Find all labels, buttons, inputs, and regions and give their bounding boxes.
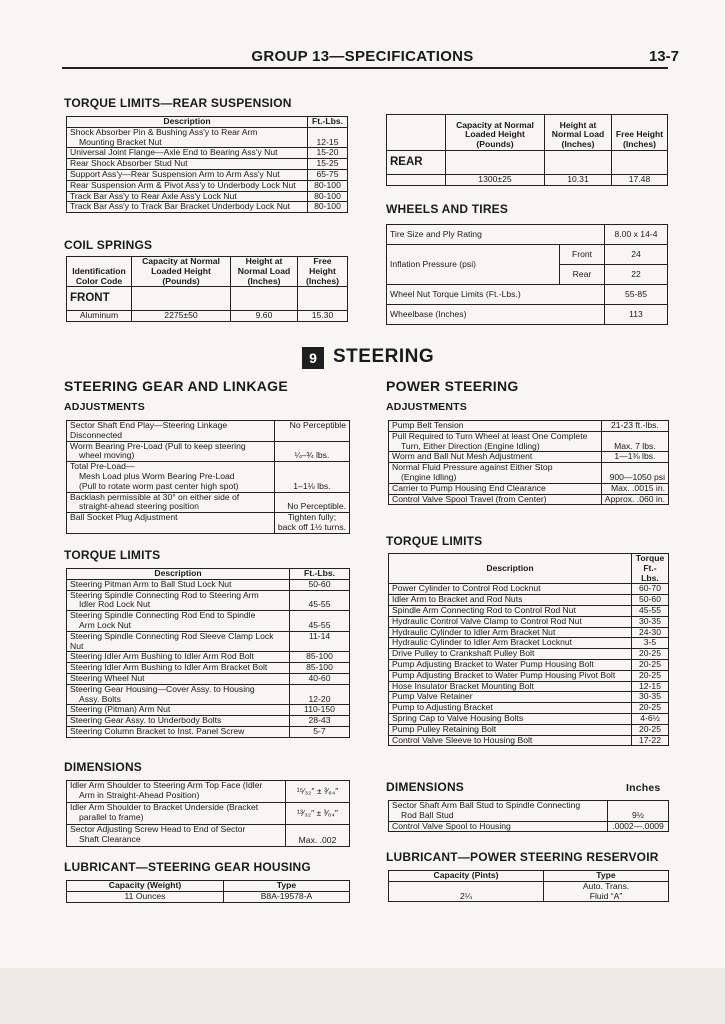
table-cell: 15-25 (308, 159, 348, 170)
table-row (389, 494, 669, 505)
table-cell: Hydraulic Cylinder to Idler Arm Bracket Locknut (389, 638, 632, 649)
table-cell: Worm and Ball Nut Mesh Adjustment (389, 452, 602, 463)
table-cell: Pump Pulley Retaining Bolt (389, 724, 632, 735)
cell-text-line: Assy. Bolts (79, 693, 121, 704)
table-cell: 1—1⅜ lbs. (601, 452, 668, 463)
cell-text-line: Total Pre-Load— (70, 461, 135, 472)
table-cell: 65-75 (308, 169, 348, 180)
table-cell: ¼–¾ lbs. (274, 441, 349, 462)
table-cell: Steering Pitman Arm to Ball Stud Lock Nut (67, 579, 290, 590)
table-row (67, 191, 348, 202)
table-cell: Tire Size and Ply Rating (387, 225, 605, 245)
table-row (389, 681, 669, 692)
cell-text-line: Pull Required to Turn Wheel at least One Complete (392, 430, 588, 441)
table-row (387, 175, 668, 186)
table-row (67, 492, 350, 513)
table-cell: Spring Cap to Valve Housing Bolts (389, 713, 632, 724)
cell-text-line: Worm Bearing Pre-Load (Pull to keep steering (70, 440, 246, 451)
table-row (389, 801, 669, 822)
table-cell: 80-100 (308, 202, 348, 213)
table-row (67, 803, 350, 825)
table-row (387, 151, 668, 175)
table-cell (446, 151, 545, 175)
table-cell: Pump Adjusting Bracket to Water Pump Housing Bolt (389, 659, 632, 670)
wheels-table (386, 224, 668, 325)
table-cell: Max. .002 (286, 825, 350, 847)
table-cell: Rear Suspension Arm & Pivot Ass'y to Underbody Lock Nut (67, 180, 308, 191)
table-cell (67, 441, 275, 462)
table-row (389, 692, 669, 703)
dimensions-unit-label: Inches (626, 782, 661, 794)
table-cell: ¹³⁄₃₂″ ± ³⁄₆₄″ (286, 803, 350, 825)
table-cell (298, 287, 348, 311)
table-cell: 2¼ (389, 881, 544, 902)
table-cell: 24 (605, 245, 668, 265)
table-row (389, 670, 669, 681)
table-cell: 21-23 ft.-lbs. (601, 421, 668, 432)
torque-rear-table (66, 116, 348, 213)
table-row (67, 716, 350, 727)
cell-text-line: Turn, Either Direction (Engine Idling) (401, 440, 540, 451)
table-row (67, 180, 348, 191)
cell-text-line: Shock Absorber Pin & Bushing Ass'y to Rear Arm (70, 126, 258, 137)
cell-text-line: Steering Gear Housing—Cover Assy. to Housing (70, 683, 255, 694)
dimensions-left-table (66, 780, 350, 847)
table-row (389, 483, 669, 494)
table-row (67, 705, 350, 716)
table-row (389, 724, 669, 735)
table-cell: 1300±25 (446, 175, 545, 186)
table-cell: 11 Ounces (67, 891, 224, 902)
table-cell: Hydraulic Cylinder to Idler Arm Bracket Nut (389, 627, 632, 638)
table-row (387, 285, 668, 305)
table-cell: 50-60 (290, 579, 350, 590)
table-cell: 45-55 (290, 611, 350, 632)
table-cell: 30-35 (632, 692, 669, 703)
table-row (67, 631, 350, 652)
table-cell: 900—1050 psi (601, 463, 668, 484)
gear-adjustments-table (66, 420, 350, 534)
table-row (67, 825, 350, 847)
table-row (67, 127, 348, 148)
coil-springs-heading: COIL SPRINGS (64, 238, 153, 252)
table-cell: B8A-19578-A (224, 891, 350, 902)
table-cell: 15.30 (298, 311, 348, 322)
table-cell: Pump Belt Tension (389, 421, 602, 432)
table-header-row: Description Torque Ft.-Lbs. (389, 554, 669, 584)
table-cell: 11-14 (290, 631, 350, 652)
gear-torque-table (66, 568, 350, 738)
table-row (67, 202, 348, 213)
table-row (67, 891, 350, 902)
table-cell: .0002—.0009 (608, 821, 669, 832)
table-row (67, 311, 348, 322)
table-cell: Universal Joint Flange—Axle End to Bearing Ass'y Nut (67, 148, 308, 159)
cell-text-line: Fluid “A” (589, 890, 623, 901)
page-number: 13-7 (648, 48, 679, 65)
table-row (389, 616, 669, 627)
lube-gear-table (66, 880, 350, 903)
table-cell (389, 431, 602, 452)
col-description: Description (67, 117, 308, 128)
table-cell: 17-22 (632, 735, 669, 746)
cell-text-line: Arm in Straight-Ahead Position) (79, 789, 200, 800)
cell-text-line: (Engine Idling) (401, 471, 457, 482)
table-cell: No Perceptible. (274, 492, 349, 513)
lube-gear-heading: LUBRICANT—STEERING GEAR HOUSING (64, 860, 311, 874)
table-cell: Steering (Pitman) Arm Nut (67, 705, 290, 716)
table-row (67, 611, 350, 632)
table-row (67, 159, 348, 170)
table-row (389, 627, 669, 638)
cell-text-line: Idler Arm Shoulder to Bracket Underside (Bracket (70, 802, 259, 812)
gear-torque-heading: TORQUE LIMITS (64, 548, 161, 562)
table-cell: Pump Adjusting Bracket to Water Pump Housing Pivot Bolt (389, 670, 632, 681)
table-row (67, 726, 350, 737)
table-cell: Steering Wheel Nut (67, 673, 290, 684)
table-row (67, 462, 350, 492)
table-cell (387, 175, 446, 186)
table-cell: Control Valve Spool to Housing (389, 821, 608, 832)
cell-text-line: Auto. Trans. (582, 880, 630, 891)
wheels-heading: WHEELS AND TIRES (386, 202, 509, 216)
table-cell: 2275±50 (132, 311, 231, 322)
table-cell: 9.60 (231, 311, 298, 322)
table-cell: Rear Shock Absorber Stud Nut (67, 159, 308, 170)
table-row (67, 148, 348, 159)
table-cell: 15-20 (308, 148, 348, 159)
table-cell: 80-100 (308, 180, 348, 191)
table-row (389, 421, 669, 432)
table-cell (612, 151, 668, 175)
table-cell: 4-6½ (632, 713, 669, 724)
table-row (389, 713, 669, 724)
table-cell: 1–1⅛ lbs. (274, 462, 349, 492)
cell-text-line: straight-ahead steering position (79, 501, 199, 512)
lube-ps-table (388, 870, 669, 902)
table-cell: 12-15 (632, 681, 669, 692)
table-row (389, 881, 669, 902)
table-cell: Hydraulic Control Valve Clamp to Control Rod Nut (389, 616, 632, 627)
table-cell: Carrier to Pump Housing End Clearance (389, 483, 602, 494)
table-row (67, 287, 348, 311)
table-cell: Control Valve Sleeve to Housing Bolt (389, 735, 632, 746)
cell-text-line: Rod Ball Stud (401, 809, 454, 820)
table-cell (544, 881, 669, 902)
page-header-title: GROUP 13—SPECIFICATIONS (251, 48, 474, 65)
dimensions-right-heading: DIMENSIONS (386, 780, 465, 794)
gear-linkage-heading: STEERING GEAR AND LINKAGE (64, 378, 288, 394)
table-cell: Pump Valve Retainer (389, 692, 632, 703)
table-cell: Inflation Pressure (psi) (387, 245, 560, 285)
table-row (389, 638, 669, 649)
table-row (387, 245, 668, 265)
table-cell: Spindle Arm Connecting Rod to Control Rod Nut (389, 605, 632, 616)
table-cell: Steering Column Bracket to Inst. Panel Screw (67, 726, 290, 737)
table-cell: 10.31 (545, 175, 612, 186)
table-cell: Drive Pulley to Crankshaft Pulley Bolt (389, 649, 632, 660)
table-cell: 45-55 (632, 605, 669, 616)
table-cell: ¹⁵⁄₃₂″ ± ³⁄₆₄″ (286, 781, 350, 803)
ps-adjustments-table (388, 420, 669, 505)
table-cell: Sector Shaft End Play—Steering Linkage Disconnected (67, 421, 275, 442)
rear-springs-table (386, 114, 668, 186)
table-header-row: Capacity (Pints) Type (389, 871, 669, 882)
table-cell (132, 287, 231, 311)
table-cell: Aluminum (67, 311, 132, 322)
table-cell: 45-55 (290, 590, 350, 611)
table-cell: 8.00 x 14-4 (605, 225, 668, 245)
table-cell: 17.48 (612, 175, 668, 186)
table-row (67, 590, 350, 611)
table-row (389, 463, 669, 484)
table-cell (231, 287, 298, 311)
table-cell: 85-100 (290, 663, 350, 674)
dimensions-left-heading: DIMENSIONS (64, 760, 143, 774)
ps-torque-heading: TORQUE LIMITS (386, 534, 483, 548)
table-row (389, 821, 669, 832)
power-steering-heading: POWER STEERING (386, 378, 519, 394)
cell-text-line: (Pull to rotate worm past center high spot) (79, 480, 239, 491)
cell-text-line: Steering Spindle Connecting Rod to Steering Arm (70, 589, 259, 600)
cell-text-line: Arm Lock Nut (79, 619, 132, 630)
table-row (389, 452, 669, 463)
table-cell: Ball Socket Plug Adjustment (67, 513, 275, 534)
table-cell (67, 590, 290, 611)
table-cell: Power Cylinder to Control Rod Locknut (389, 584, 632, 595)
table-cell: 20-25 (632, 659, 669, 670)
table-row (67, 513, 350, 534)
steering-section-title: STEERING (333, 346, 435, 367)
table-cell: Rear (560, 265, 605, 285)
table-cell: 85-100 (290, 652, 350, 663)
table-row (389, 431, 669, 452)
cell-text-line: Idler Rod Lock Nut (79, 599, 151, 610)
table-row (67, 441, 350, 462)
gear-adjustments-subheading: ADJUSTMENTS (64, 401, 145, 413)
table-row (389, 595, 669, 606)
table-cell: 22 (605, 265, 668, 285)
table-row (389, 605, 669, 616)
table-header-row: Capacity (Weight) Type (67, 881, 350, 892)
coil-springs-table (66, 256, 348, 322)
table-cell: Steering Gear Assy. to Underbody Bolts (67, 716, 290, 727)
page-bottom-margin (0, 968, 725, 1024)
cell-text-line: Mounting Bracket Nut (79, 136, 162, 147)
cell-text-line: wheel moving) (79, 450, 135, 461)
table-row (67, 421, 350, 442)
table-cell: Steering Idler Arm Bushing to Idler Arm Rod Bolt (67, 652, 290, 663)
table-cell: 30-35 (632, 616, 669, 627)
table-cell: 24-30 (632, 627, 669, 638)
group-number-badge: 9 (302, 347, 324, 369)
col-ft-lbs: Ft.-Lbs. (308, 117, 348, 128)
table-cell: 80-100 (308, 191, 348, 202)
table-cell: Approx. .060 in. (601, 494, 668, 505)
ps-torque-table (388, 553, 669, 746)
table-cell: Front (560, 245, 605, 265)
table-row (389, 649, 669, 660)
table-cell: Track Bar Ass'y to Track Bar Bracket Underbody Lock Nut (67, 202, 308, 213)
cell-text-line: Sector Shaft Arm Ball Stud to Spindle Connecting (392, 800, 581, 810)
table-row (67, 652, 350, 663)
table-cell (389, 463, 602, 484)
table-cell: Steering Idler Arm Bushing to Idler Arm Bracket Bolt (67, 663, 290, 674)
lube-ps-heading: LUBRICANT—POWER STEERING RESERVOIR (386, 850, 659, 864)
table-cell (67, 781, 286, 803)
table-row (67, 781, 350, 803)
table-cell: FRONT (67, 287, 132, 311)
table-cell: Control Valve Spool Travel (from Center) (389, 494, 602, 505)
table-cell (389, 801, 608, 822)
table-cell: Hose Insulator Bracket Mounting Bolt (389, 681, 632, 692)
table-cell: 110-150 (290, 705, 350, 716)
table-cell: 5-7 (290, 726, 350, 737)
table-cell: 12-20 (290, 684, 350, 705)
table-cell: Idler Arm to Bracket and Rod Nuts (389, 595, 632, 606)
table-cell: Max. .0015 in. (601, 483, 668, 494)
table-cell: 20-25 (632, 703, 669, 714)
table-cell: No Perceptible (274, 421, 349, 442)
cell-text-line: Normal Fluid Pressure against Either Stop (392, 462, 553, 473)
table-row (389, 703, 669, 714)
table-cell: Wheelbase (Inches) (387, 305, 605, 325)
table-cell: 20-25 (632, 670, 669, 681)
table-cell: 50-60 (632, 595, 669, 606)
table-cell: 113 (605, 305, 668, 325)
table-row (67, 684, 350, 705)
table-row (387, 305, 668, 325)
cell-text-line: Steering Spindle Connecting Rod End to Spindle (70, 610, 256, 621)
table-header-row (67, 117, 348, 128)
table-cell (67, 462, 275, 492)
table-header-row: Capacity at Normal Loaded Height (Pounds) Height at Normal Load (Inches) Free Height (Inches) (387, 115, 668, 151)
ps-adjustments-subheading: ADJUSTMENTS (386, 401, 467, 413)
cell-text-line: Idler Arm Shoulder to Steering Arm Top Face (Idler (70, 780, 263, 790)
cell-text-line: Mesh Load plus Worm Bearing Pre-Load (79, 470, 235, 481)
table-header-row: Description Ft.-Lbs. (67, 569, 350, 580)
table-cell (67, 825, 286, 847)
table-cell (545, 151, 612, 175)
table-row (389, 735, 669, 746)
table-row (389, 584, 669, 595)
table-cell: 12-15 (308, 127, 348, 148)
table-cell: 28-43 (290, 716, 350, 727)
cell-text-line: Backlash permissible at 30° on either side of (70, 491, 240, 502)
table-cell (274, 513, 349, 534)
table-row (389, 659, 669, 670)
table-cell: 3-5 (632, 638, 669, 649)
table-cell: 9½ (608, 801, 669, 822)
table-row (387, 225, 668, 245)
cell-text-line: Shaft Clearance (79, 833, 141, 844)
table-cell: 55-85 (605, 285, 668, 305)
table-cell: Wheel Nut Torque Limits (Ft.-Lbs.) (387, 285, 605, 305)
table-cell: Support Ass'y—Rear Suspension Arm to Arm Ass'y Nut (67, 169, 308, 180)
table-cell: Steering Spindle Connecting Rod Sleeve Clamp Lock Nut (67, 631, 290, 652)
table-row (67, 663, 350, 674)
dimensions-right-table (388, 800, 669, 832)
table-cell: Pump to Adjusting Bracket (389, 703, 632, 714)
table-cell: Max. 7 lbs. (601, 431, 668, 452)
table-header-row: Identification Color Code Capacity at Normal Loaded Height (Pounds) Height at Normal Load (Inches) Free Height (Inches) (67, 257, 348, 287)
table-row (67, 673, 350, 684)
table-cell: 60-70 (632, 584, 669, 595)
table-cell: 40-60 (290, 673, 350, 684)
table-row (67, 169, 348, 180)
cell-text-line: Sector Adjusting Screw Head to End of Sector (70, 824, 246, 834)
table-cell (67, 803, 286, 825)
cell-text-line: Tighten fully; (287, 512, 337, 523)
table-cell: 20-25 (632, 649, 669, 660)
table-cell (67, 611, 290, 632)
cell-text-line: back off 1½ turns. (277, 521, 346, 532)
table-cell: 20-25 (632, 724, 669, 735)
table-cell (67, 492, 275, 513)
table-row (67, 579, 350, 590)
header-rule (62, 67, 668, 69)
table-cell: Track Bar Ass'y to Rear Axle Ass'y Lock Nut (67, 191, 308, 202)
table-cell: REAR (387, 151, 446, 175)
table-cell (67, 127, 308, 148)
table-cell (67, 684, 290, 705)
torque-rear-heading: TORQUE LIMITS—REAR SUSPENSION (64, 96, 292, 110)
cell-text-line: parallel to frame) (79, 811, 144, 822)
